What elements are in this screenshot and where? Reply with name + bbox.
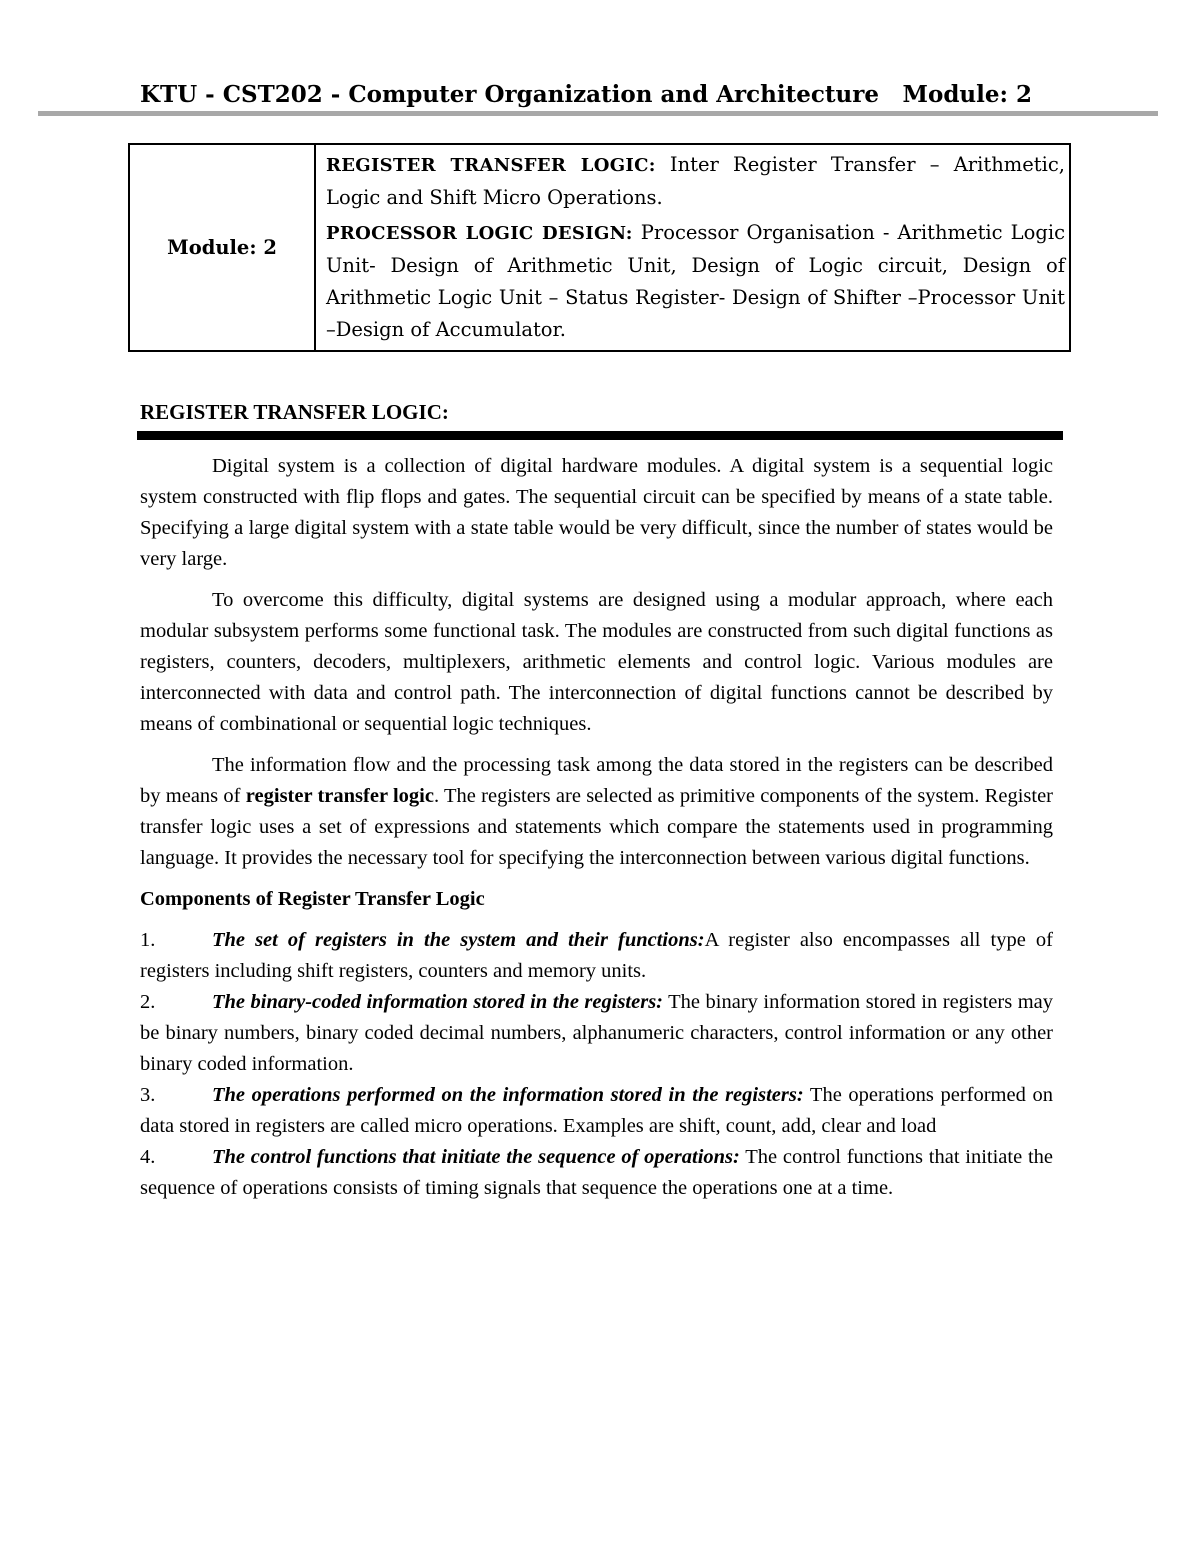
syllabus-topic-rtl: [326, 149, 1065, 214]
module-number: Module: 2: [902, 80, 1032, 108]
item-number: 2.: [140, 991, 156, 1013]
item-number: 3.: [140, 1084, 156, 1106]
section-body: [140, 451, 1053, 1204]
item-lead: The set of registers in the system and their functions:: [212, 929, 705, 951]
course-title: KTU - CST202 - Computer Organization and Architecture: [140, 80, 879, 108]
page-header: [140, 78, 1032, 110]
paragraph-2: To overcome this difficulty, digital systems are designed using a modular approach, where each modular subsystem performs some functional task. The modules are constructed from such digital functions as registers, counters, decoders, multiplexers, arithmetic elements and control logic. Various modules are interconnected with data and control path. The interconnection of digital functions cannot be described by means of combinational or sequential logic techniques.: [140, 589, 1053, 735]
item-number: 4.: [140, 1146, 156, 1168]
module-content-cell: [315, 144, 1070, 351]
list-item: [140, 925, 1053, 987]
topic-heading: PROCESSOR LOGIC DESIGN:: [326, 223, 633, 244]
bold-term: register transfer logic: [245, 785, 434, 807]
paragraph-3: [140, 750, 1053, 874]
section-title: REGISTER TRANSFER LOGIC:: [140, 400, 449, 424]
topic-text: Processor Organisation - Arithmetic Logic Unit- Design of Arithmetic Unit, Design of Logic circuit, Design of Arithmetic Logic Unit – Status Register- Design of Shifter –Processor Unit –Design of Accumulator.: [326, 221, 1065, 341]
topic-heading: REGISTER TRANSFER LOGIC:: [326, 155, 656, 176]
list-item: [140, 1080, 1053, 1142]
item-text: The control functions that initiate the sequence of operations consists of timing signals that sequence the operations one at a time.: [140, 1146, 1054, 1199]
paragraph-3-text: . The registers are selected as primitive components of the system. Register transfer logic uses a set of expressions and statements which compare the statements used in programming language. It provides the necessary tool for specifying the interconnection between various digital functions.: [140, 785, 1053, 869]
syllabus-topic-pld: [326, 217, 1065, 346]
paragraph-1: Digital system is a collection of digital hardware modules. A digital system is a sequential logic system constructed with flip flops and gates. The sequential circuit can be specified by means of a state table. Specifying a large digital system with a state table would be very difficult, since the number of states would be very large.: [140, 455, 1053, 570]
components-heading: Components of Register Transfer Logic: [140, 888, 485, 910]
module-label-cell: Module: 2: [129, 144, 315, 351]
header-divider: [38, 111, 1158, 116]
item-number: 1.: [140, 929, 156, 951]
item-text: The binary information stored in registers may be binary numbers, binary coded decimal numbers, alphanumeric characters, control information or any other binary coded information.: [140, 991, 1053, 1075]
list-item: [140, 987, 1053, 1080]
item-lead: The operations performed on the information stored in the registers:: [212, 1084, 804, 1106]
topic-text: Inter Register Transfer – Arithmetic, Logic and Shift Micro Operations.: [326, 153, 1065, 209]
table-row: [129, 144, 1070, 351]
components-list: [140, 925, 1053, 1204]
list-item: [140, 1142, 1053, 1204]
paragraph-3-text: The information flow and the processing task among the data stored in the registers can be described by means of: [140, 754, 1053, 807]
section-divider: [137, 431, 1063, 440]
item-lead: The control functions that initiate the sequence of operations:: [212, 1146, 740, 1168]
module-syllabus-table: [128, 143, 1071, 352]
item-lead: The binary-coded information stored in the registers:: [212, 991, 664, 1013]
item-text: A register also encompasses all type of registers including shift registers, counters and memory units.: [140, 929, 1053, 982]
item-text: The operations performed on data stored in registers are called micro operations. Examples are shift, count, add, clear and load: [140, 1084, 1053, 1137]
